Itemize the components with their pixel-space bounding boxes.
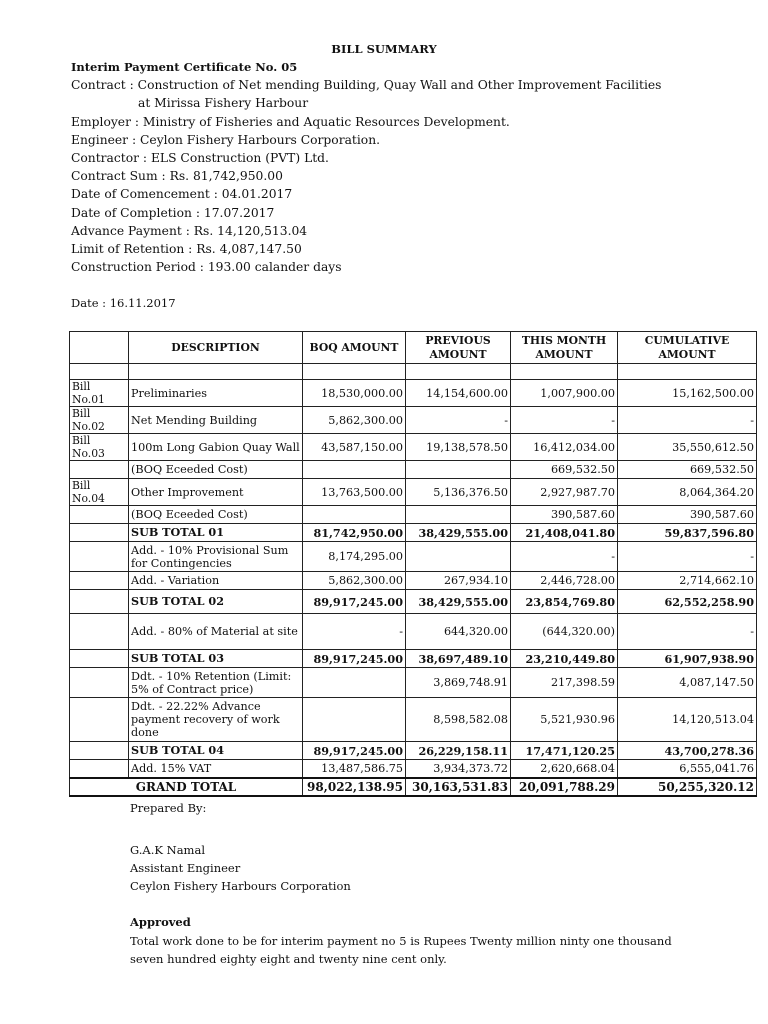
description-cell: Ddt. - 10% Retention (Limit: 5% of Contract price) xyxy=(129,668,303,698)
boq-amount-cell: 13,487,586.75 xyxy=(303,760,406,778)
description-cell: 100m Long Gabion Quay Wall xyxy=(129,434,303,461)
bill-cell xyxy=(70,461,129,479)
bill-cell xyxy=(70,650,129,668)
table-row xyxy=(70,407,757,434)
table-row xyxy=(70,742,757,760)
bill-cell xyxy=(70,572,129,590)
cumulative-cell: 8,064,364.20 xyxy=(618,479,757,506)
prepared-by-label: Prepared By: xyxy=(130,801,207,815)
document-title: BILL SUMMARY xyxy=(331,42,437,56)
table-row xyxy=(70,760,757,778)
description-cell: Add. - 80% of Material at site xyxy=(129,614,303,650)
approval-note-line-2: seven hundred eighty eight and twenty nine cent only. xyxy=(130,952,447,966)
description-cell: Add. - Variation xyxy=(129,572,303,590)
cumulative-cell: 35,550,612.50 xyxy=(618,434,757,461)
previous-amount-cell: 38,429,555.00 xyxy=(406,524,511,542)
document-date: Date : 16.11.2017 xyxy=(71,296,176,310)
table-row xyxy=(70,698,757,742)
boq-amount-cell: 43,587,150.00 xyxy=(303,434,406,461)
table-row xyxy=(70,572,757,590)
bill-cell xyxy=(70,542,129,572)
cumulative-cell: 15,162,500.00 xyxy=(618,380,757,407)
previous-amount-cell xyxy=(406,542,511,572)
description-cell: (BOQ Eceeded Cost) xyxy=(129,506,303,524)
previous-amount-cell: 267,934.10 xyxy=(406,572,511,590)
approval-note-line-1: Total work done to be for interim payment no 5 is Rupees Twenty million ninty one thousand xyxy=(130,934,672,948)
boq-amount-cell: 89,917,245.00 xyxy=(303,650,406,668)
boq-amount-cell: 89,917,245.00 xyxy=(303,742,406,760)
previous-amount-cell: 644,320.00 xyxy=(406,614,511,650)
this-month-cell: 23,210,449.80 xyxy=(511,650,618,668)
cumulative-cell: 6,555,041.76 xyxy=(618,760,757,778)
preparer-name: G.A.K Namal xyxy=(130,843,205,857)
commencement-date: Date of Comencement : 04.01.2017 xyxy=(71,187,293,202)
table-header-row xyxy=(70,332,757,364)
boq-amount-cell xyxy=(303,668,406,698)
description-cell: SUB TOTAL 01 xyxy=(129,524,303,542)
description-cell: SUB TOTAL 03 xyxy=(129,650,303,668)
previous-amount-cell: 3,869,748.91 xyxy=(406,668,511,698)
boq-amount-cell: - xyxy=(303,614,406,650)
engineer: Engineer : Ceylon Fishery Harbours Corporation. xyxy=(71,132,381,147)
table-row xyxy=(70,506,757,524)
bill-cell xyxy=(70,698,129,742)
previous-amount-cell: 19,138,578.50 xyxy=(406,434,511,461)
bill-summary-table xyxy=(69,331,757,797)
this-month-cell: 217,398.59 xyxy=(511,668,618,698)
table-row xyxy=(70,650,757,668)
previous-amount-cell: 26,229,158.11 xyxy=(406,742,511,760)
this-month-header: THIS MONTH AMOUNT xyxy=(511,332,618,364)
this-month-cell: 23,854,769.80 xyxy=(511,590,618,614)
previous-amount-cell: 14,154,600.00 xyxy=(406,380,511,407)
this-month-cell: 16,412,034.00 xyxy=(511,434,618,461)
description-cell: Preliminaries xyxy=(129,380,303,407)
grand-total-this-month: 20,091,788.29 xyxy=(511,778,618,796)
bill-cell: Bill No.03 xyxy=(70,434,129,461)
previous-amount-cell: - xyxy=(406,407,511,434)
bill-column-header xyxy=(70,332,129,364)
table-body xyxy=(70,380,757,796)
contract-header xyxy=(71,58,761,276)
boq-amount-cell xyxy=(303,698,406,742)
this-month-cell: 669,532.50 xyxy=(511,461,618,479)
description-cell: (BOQ Eceeded Cost) xyxy=(129,461,303,479)
this-month-cell: 1,007,900.00 xyxy=(511,380,618,407)
previous-amount-cell: 3,934,373.72 xyxy=(406,760,511,778)
description-cell: Ddt. - 22.22% Advance payment recovery of work done xyxy=(129,698,303,742)
previous-amount-cell: 8,598,582.08 xyxy=(406,698,511,742)
preparer-org: Ceylon Fishery Harbours Corporation xyxy=(130,879,351,893)
description-cell: Add. - 10% Provisional Sum for Contingencies xyxy=(129,542,303,572)
construction-period: Construction Period : 193.00 calander days xyxy=(71,260,342,275)
previous-amount-header: PREVIOUS AMOUNT xyxy=(406,332,511,364)
cumulative-cell: - xyxy=(618,614,757,650)
boq-amount-cell: 89,917,245.00 xyxy=(303,590,406,614)
this-month-cell: 2,620,668.04 xyxy=(511,760,618,778)
boq-amount-cell: 5,862,300.00 xyxy=(303,407,406,434)
bill-cell xyxy=(70,760,129,778)
this-month-cell: 2,927,987.70 xyxy=(511,479,618,506)
this-month-cell: 2,446,728.00 xyxy=(511,572,618,590)
previous-amount-cell xyxy=(406,461,511,479)
retention-limit: Limit of Retention : Rs. 4,087,147.50 xyxy=(71,242,302,257)
this-month-cell: - xyxy=(511,542,618,572)
cumulative-cell: 14,120,513.04 xyxy=(618,698,757,742)
grand-total-boq: 98,022,138.95 xyxy=(303,778,406,796)
cumulative-cell: 61,907,938.90 xyxy=(618,650,757,668)
grand-total-cumulative: 50,255,320.12 xyxy=(618,778,757,796)
boq-amount-cell: 5,862,300.00 xyxy=(303,572,406,590)
this-month-cell: - xyxy=(511,407,618,434)
description-cell: Add. 15% VAT xyxy=(129,760,303,778)
previous-amount-cell: 38,697,489.10 xyxy=(406,650,511,668)
cumulative-cell: 2,714,662.10 xyxy=(618,572,757,590)
spacer-cell xyxy=(303,364,406,380)
description-cell: Other Improvement xyxy=(129,479,303,506)
preparer-role: Assistant Engineer xyxy=(130,861,241,875)
boq-amount-header: BOQ AMOUNT xyxy=(303,332,406,364)
spacer-cell xyxy=(70,364,129,380)
table-row xyxy=(70,434,757,461)
bill-cell xyxy=(70,614,129,650)
bill-cell: Bill No.02 xyxy=(70,407,129,434)
cumulative-cell: 43,700,278.36 xyxy=(618,742,757,760)
table-row xyxy=(70,479,757,506)
spacer-cell xyxy=(618,364,757,380)
description-header: DESCRIPTION xyxy=(129,332,303,364)
description-cell: Net Mending Building xyxy=(129,407,303,434)
table-row xyxy=(70,380,757,407)
grand-total-row xyxy=(70,778,757,796)
bill-cell xyxy=(70,668,129,698)
spacer-row xyxy=(70,364,757,380)
employer: Employer : Ministry of Fisheries and Aquatic Resources Development. xyxy=(71,114,510,129)
table-row xyxy=(70,461,757,479)
table-row xyxy=(70,668,757,698)
table-row xyxy=(70,590,757,614)
bill-cell: Bill No.01 xyxy=(70,380,129,407)
completion-date: Date of Completion : 17.07.2017 xyxy=(71,205,275,220)
table-row xyxy=(70,524,757,542)
description-cell: SUB TOTAL 02 xyxy=(129,590,303,614)
grand-total-label: GRAND TOTAL xyxy=(70,778,303,796)
this-month-cell: 17,471,120.25 xyxy=(511,742,618,760)
spacer-cell xyxy=(511,364,618,380)
cumulative-cell: - xyxy=(618,407,757,434)
boq-amount-cell: 81,742,950.00 xyxy=(303,524,406,542)
cumulative-cell: 62,552,258.90 xyxy=(618,590,757,614)
cumulative-cell: - xyxy=(618,542,757,572)
grand-total-previous: 30,163,531.83 xyxy=(406,778,511,796)
spacer-cell xyxy=(129,364,303,380)
previous-amount-cell: 5,136,376.50 xyxy=(406,479,511,506)
spacer-cell xyxy=(406,364,511,380)
boq-amount-cell xyxy=(303,506,406,524)
previous-amount-cell xyxy=(406,506,511,524)
this-month-cell: 390,587.60 xyxy=(511,506,618,524)
bill-cell: Bill No.04 xyxy=(70,479,129,506)
this-month-cell: 21,408,041.80 xyxy=(511,524,618,542)
description-cell: SUB TOTAL 04 xyxy=(129,742,303,760)
advance-payment: Advance Payment : Rs. 14,120,513.04 xyxy=(71,223,308,238)
this-month-cell: 5,521,930.96 xyxy=(511,698,618,742)
boq-amount-cell: 13,763,500.00 xyxy=(303,479,406,506)
contract-line-2: at Mirissa Fishery Harbour xyxy=(138,96,309,111)
previous-amount-cell: 38,429,555.00 xyxy=(406,590,511,614)
cumulative-cell: 669,532.50 xyxy=(618,461,757,479)
approved-label: Approved xyxy=(130,915,191,929)
contract-sum: Contract Sum : Rs. 81,742,950.00 xyxy=(71,169,283,184)
bill-cell xyxy=(70,524,129,542)
cumulative-cell: 4,087,147.50 xyxy=(618,668,757,698)
cumulative-cell: 390,587.60 xyxy=(618,506,757,524)
bill-cell xyxy=(70,590,129,614)
cumulative-cell: 59,837,596.80 xyxy=(618,524,757,542)
this-month-cell: (644,320.00) xyxy=(511,614,618,650)
contract-line-1: Contract : Construction of Net mending Building, Quay Wall and Other Improvement Facilities xyxy=(71,78,662,93)
table-row xyxy=(70,614,757,650)
boq-amount-cell: 18,530,000.00 xyxy=(303,380,406,407)
boq-amount-cell xyxy=(303,461,406,479)
contractor: Contractor : ELS Construction (PVT) Ltd. xyxy=(71,151,329,166)
table-row xyxy=(70,542,757,572)
ipc-number: Interim Payment Certificate No. 05 xyxy=(71,60,298,74)
boq-amount-cell: 8,174,295.00 xyxy=(303,542,406,572)
bill-cell xyxy=(70,506,129,524)
cumulative-header: CUMULATIVE AMOUNT xyxy=(618,332,757,364)
bill-cell xyxy=(70,742,129,760)
